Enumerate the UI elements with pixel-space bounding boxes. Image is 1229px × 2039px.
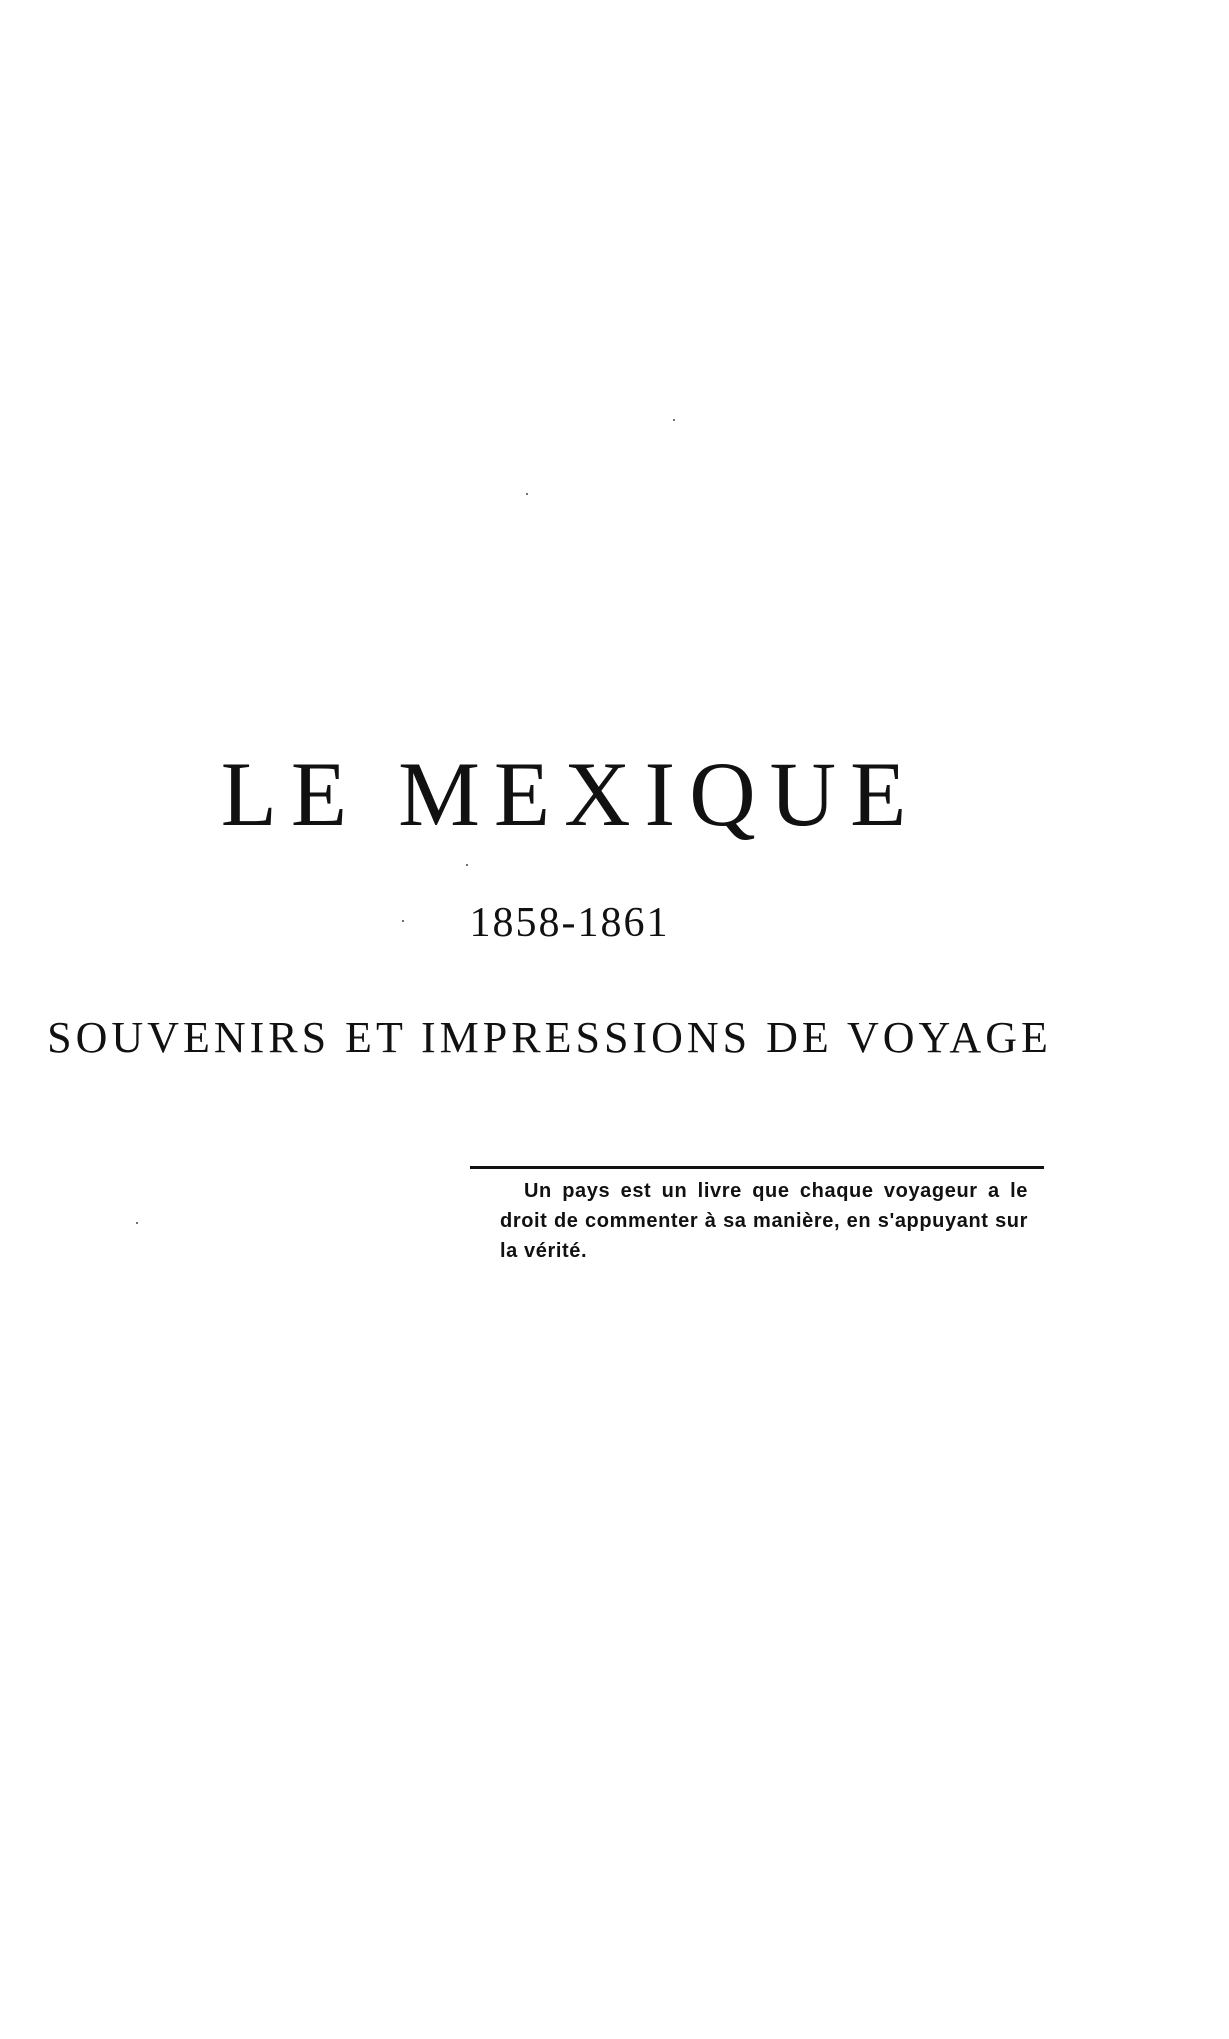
print-speck	[526, 493, 528, 495]
epigraph-rule	[470, 1166, 1044, 1169]
date-range-text: 1858-1861	[469, 900, 670, 946]
print-speck	[673, 419, 675, 421]
date-range	[0, 898, 1229, 948]
epigraph-text: Un pays est un livre que chaque voyageur a le droit de commenter à sa manière, en s'appuyant sur la vérité.	[500, 1180, 1028, 1262]
book-subtitle	[0, 1012, 1229, 1064]
book-title-text: LE MEXIQUE	[220, 743, 921, 845]
epigraph	[500, 1176, 1028, 1266]
book-subtitle-text: SOUVENIRS ET IMPRESSIONS DE VOYAGE	[47, 1013, 1052, 1062]
print-speck	[136, 1222, 138, 1224]
print-speck	[466, 864, 468, 866]
book-title	[0, 744, 1229, 844]
